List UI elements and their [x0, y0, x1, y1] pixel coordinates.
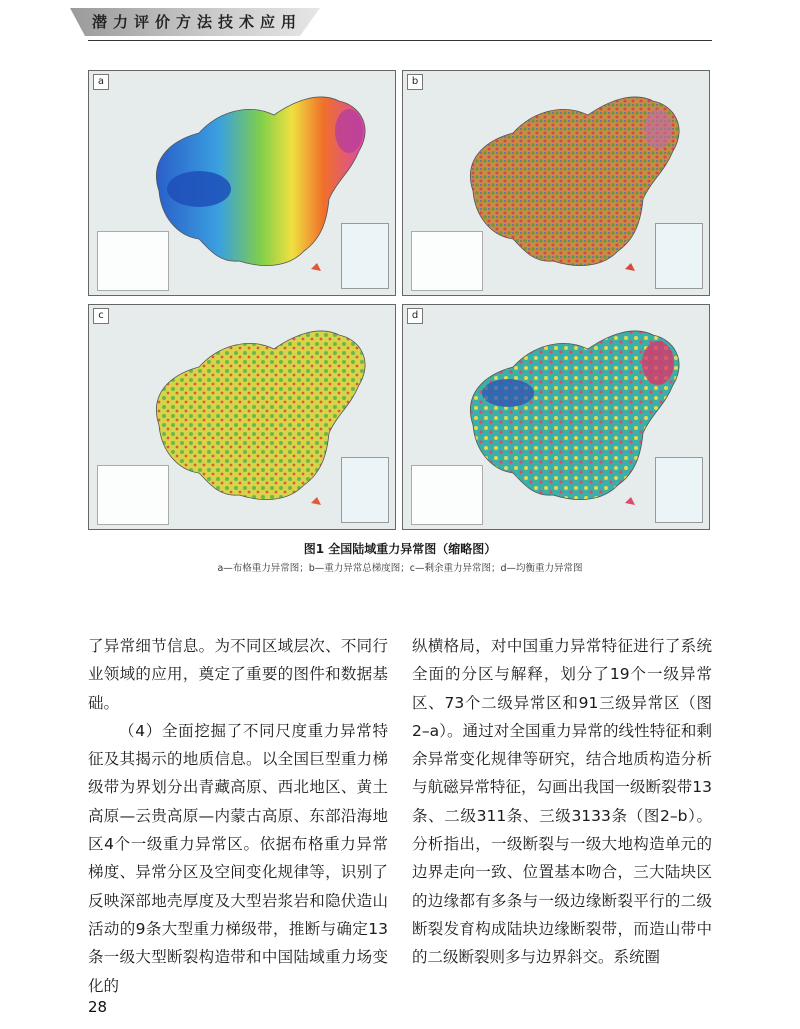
paragraph: （4）全面挖掘了不同尺度重力异常特征及其揭示的地质信息。以全国巨型重力梯级带为界划分出青藏高原、西北地区、黄土高原—云贵高原—内蒙古高原、东部沿海地区4个一级重力异常区。依据布格重力异常梯度、异常分区及空间变化规律等，识别了反映深部地壳厚度及大型岩浆岩和隐伏造山活动的9条大型重力梯级带，推断与确定13条一级大型断裂构造带和中国陆域重力场变化的: [88, 721, 388, 995]
map-panel-c: [88, 304, 396, 530]
panel-label-a: a: [93, 74, 109, 90]
text-column-right: [412, 632, 712, 972]
map-legend-d: [411, 465, 483, 525]
panel-label-b: b: [407, 74, 423, 90]
south-china-sea-inset-d: [655, 457, 703, 523]
map-legend-a: [97, 231, 169, 291]
map-panel-b: [402, 70, 710, 296]
paragraph: 了异常细节信息。为不同区域层次、不同行业领域的应用，奠定了重要的图件和数据基础。: [88, 637, 388, 712]
figure-1: [88, 70, 710, 528]
figure-caption-subtitle: a—布格重力异常图；b—重力异常总梯度图；c—剩余重力异常图；d—均衡重力异常图: [217, 563, 583, 574]
map-panel-a: [88, 70, 396, 296]
header-title: 潜力评价方法技术应用: [92, 13, 303, 31]
map-legend-c: [97, 465, 169, 525]
figure-caption-title: 图1 全国陆域重力异常图（缩略图）: [303, 542, 497, 556]
map-legend-b: [411, 231, 483, 291]
header-rule: [88, 40, 712, 41]
south-china-sea-inset-b: [655, 223, 703, 289]
text-column-left: [88, 632, 388, 1000]
running-header: [0, 0, 800, 44]
paragraph: 纵横格局，对中国重力异常特征进行了系统全面的分区与解释，划分了19个一级异常区、73个二级异常区和91三级异常区（图2–a）。通过对全国重力异常的线性特征和剩余异常变化规律等研究，结合地质构造分析与航磁异常特征，勾画出我国一级断裂带13条、二级311条、三级3133条（图2–b）。分析指出，一级断裂与一级大地构造单元的边界走向一致、位置基本吻合，三大陆块区的边缘都有多条与一级边缘断裂平行的二级断裂发育构成陆块边缘断裂带，而造山带中的二级断裂则多与边界斜交。系统圈: [412, 637, 712, 967]
panel-label-c: c: [93, 308, 109, 324]
panel-label-d: d: [407, 308, 423, 324]
page-number: 28: [88, 998, 108, 1016]
south-china-sea-inset-a: [341, 223, 389, 289]
south-china-sea-inset-c: [341, 457, 389, 523]
map-panel-d: [402, 304, 710, 530]
